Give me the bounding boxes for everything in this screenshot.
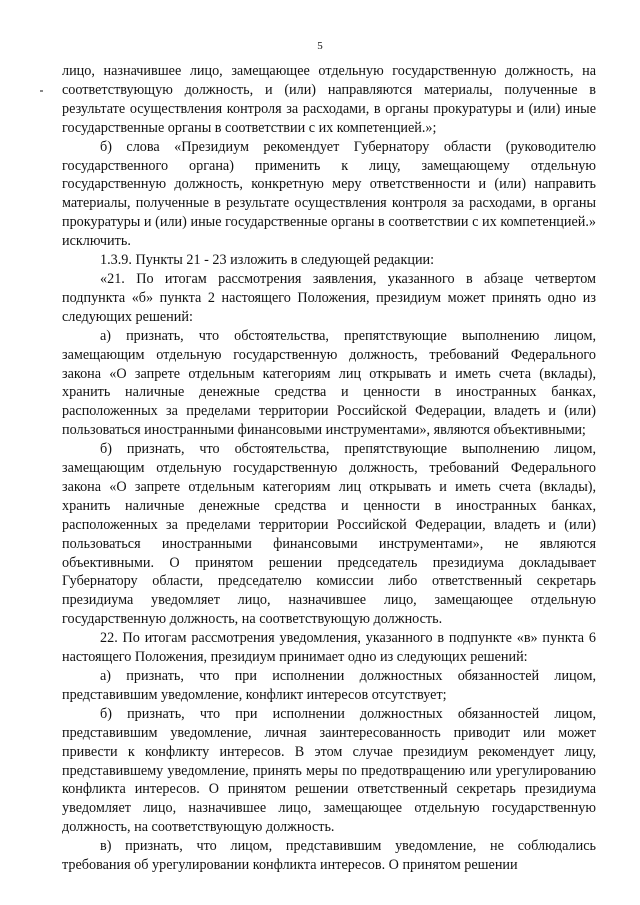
paragraph: б) признать, что при исполнении должностных обязанностей лицом, представившим уведомление, личная заинтересованность приводит или может привести к конфликту интересов. В этом случае президиум рекомендует лицу, представившему уведомление, принять меры по предотвращению или урегулированию конфликта интересов. О принятом решении ответственный секретарь президиума уведомляет лицо, назначившее лицо, замещающее отдельную государственную должность, на соответствующую должность.: [62, 705, 596, 836]
paragraph: 22. По итогам рассмотрения уведомления, указанного в подпункте «в» пункта 6 настоящего Положения, президиум принимает одно из следующих решений:: [62, 630, 596, 666]
paragraph: б) признать, что обстоятельства, препятствующие выполнению лицом, замещающим отдельную государственную должность, требований Федерального закона «О запрете отдельным категориям лиц открывать и иметь счета (вклады), хранить наличные денежные средства и ценности в иностранных банках, расположенных за пределами территории Российской Федерации, владеть и (или) пользоваться иностранными финансовыми инструментами», не являются объективными. О принятом решении председатель президиума докладывает Губернатору области, председателю комиссии либо ответственный секретарь президиума уведомляет лицо, назначившее лицо, замещающее отдельную государственную должность, на соответствующую должность.: [62, 441, 596, 628]
paragraph-continuation: лицо, назначившее лицо, замещающее отдельную государственную должность, на соответствующую должность, и (или) направляются материалы, полученные в результате осуществления контроля за расходами, в органы прокуратуры и (или) иные государственные органы в соответствии с их компетенцией.»;: [62, 63, 596, 136]
document-body: [62, 62, 596, 875]
paragraph: а) признать, что обстоятельства, препятствующие выполнению лицом, замещающим отдельную государственную должность, требований Федерального закона «О запрете отдельным категориям лиц открывать и иметь счета (вклады), хранить наличные денежные средства и ценности в иностранных банках, расположенных за пределами территории Российской Федерации, владеть и (или) пользоваться иностранными финансовыми инструментами», являются объективными;: [62, 327, 596, 439]
paragraph: 1.3.9. Пункты 21 - 23 изложить в следующей редакции:: [100, 252, 435, 269]
paragraph: в) признать, что лицом, представившим уведомление, не соблюдались требования об урегулировании конфликта интересов. О принятом решении: [62, 838, 596, 874]
page-number: 5: [317, 40, 323, 52]
paragraph: «21. По итогам рассмотрения заявления, указанного в абзаце четвертом подпункта «б» пункта 2 настоящего Положения, президиум может принять одно из следующих решений:: [62, 270, 596, 325]
scan-mark: [40, 90, 43, 92]
paragraph: а) признать, что при исполнении должностных обязанностей лицом, представившим уведомление, конфликт интересов отсутствует;: [62, 668, 596, 703]
paragraph: б) слова «Президиум рекомендует Губернатору области (руководителю государственного органа) применить к лицу, замещающему отдельную государственную должность, конкретную меру ответственности и (или) направить материалы, полученные в результате осуществления контроля за расходами, в органы прокуратуры и (или) иные государственные органы в соответствии с их компетенцией.» исключить.: [62, 138, 596, 250]
